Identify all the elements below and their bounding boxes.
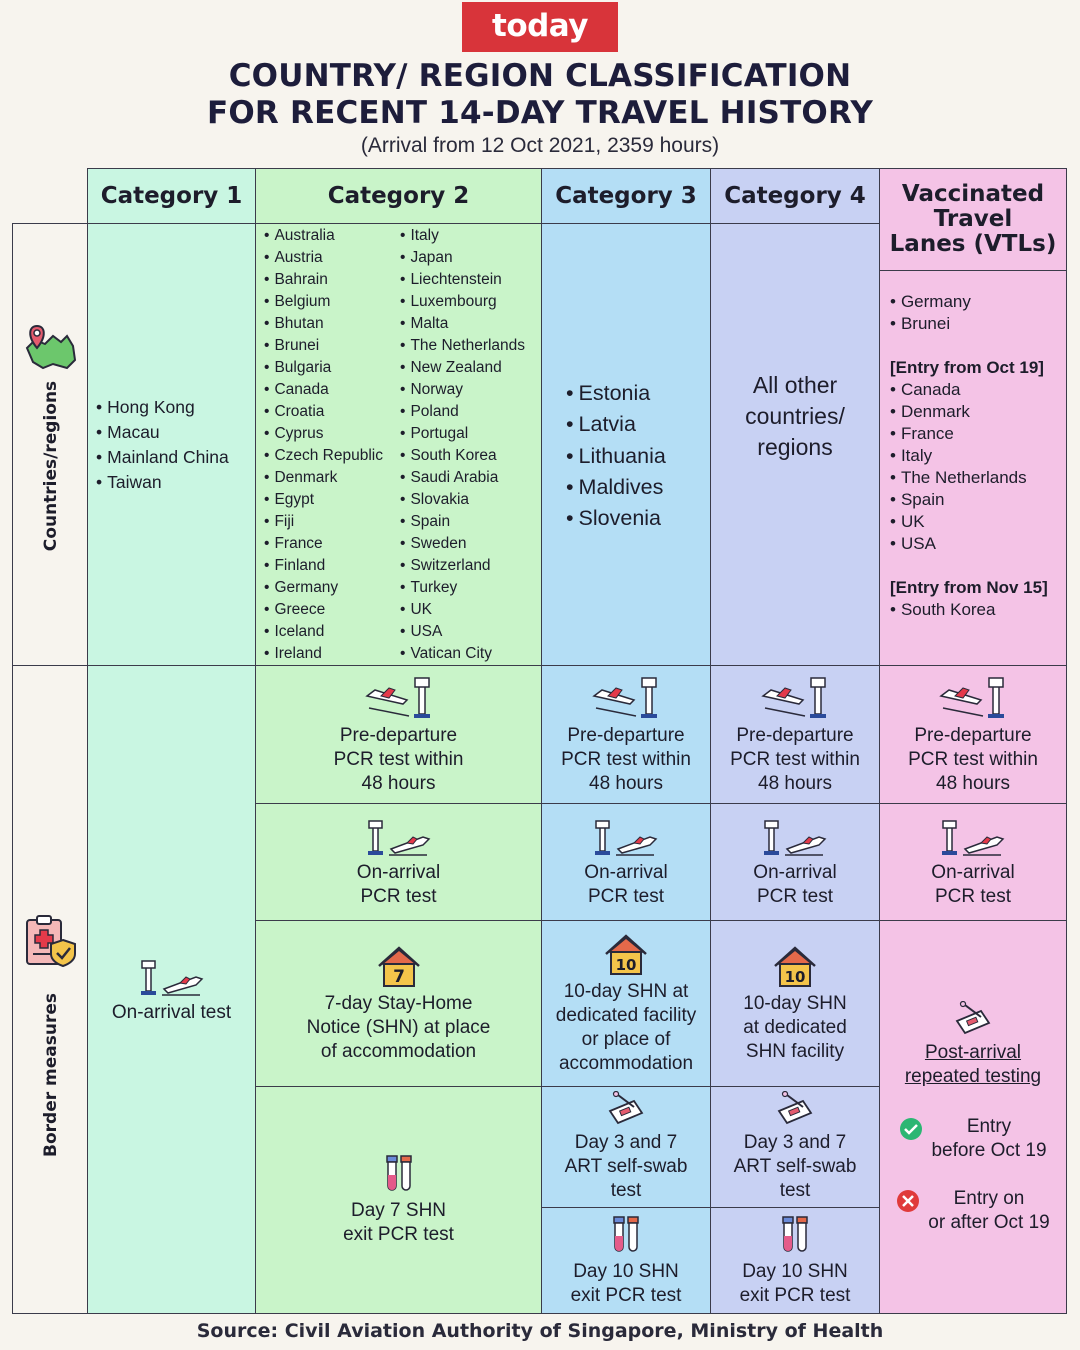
art-line: ART self-swab bbox=[564, 1156, 688, 1177]
list-item: • Taiwan bbox=[96, 470, 229, 495]
clipboard-shield-icon bbox=[23, 912, 79, 968]
list-item: • Latvia bbox=[566, 409, 666, 440]
header-category-1: Category 1 bbox=[87, 168, 256, 224]
list-item: • UK bbox=[400, 599, 525, 621]
cat3-art-test bbox=[541, 1086, 711, 1208]
predeparture-line: PCR test within bbox=[908, 748, 1038, 770]
title-line-2: FOR RECENT 14-DAY TRAVEL HISTORY bbox=[207, 95, 873, 131]
onarrival-line: On-arrival bbox=[931, 862, 1015, 883]
list-item: • The Netherlands bbox=[890, 467, 1048, 489]
arrival-icon bbox=[367, 815, 431, 857]
vtl-oct19-heading: [Entry from Oct 19] bbox=[890, 358, 1044, 377]
art-line: ART self-swab bbox=[733, 1156, 857, 1177]
list-item: • Vatican City bbox=[400, 643, 525, 665]
list-item: • Italy bbox=[400, 225, 525, 247]
header-category-3: Category 3 bbox=[541, 168, 711, 224]
cat1-countries bbox=[87, 223, 256, 666]
shn-line: Notice (SHN) at place bbox=[306, 1016, 491, 1038]
cat1-country-list bbox=[96, 395, 229, 495]
test-tube-icon bbox=[780, 1214, 810, 1256]
arrival-icon bbox=[941, 815, 1005, 857]
art-line: Day 3 and 7 bbox=[743, 1132, 847, 1153]
list-item: • USA bbox=[890, 533, 1048, 555]
label-countries-regions: Countries/regions bbox=[41, 380, 61, 552]
predeparture-line: PCR test within bbox=[333, 748, 464, 770]
list-item: • Portugal bbox=[400, 423, 525, 445]
onarrival-line: PCR test bbox=[756, 886, 834, 907]
exit-line: exit PCR test bbox=[570, 1284, 682, 1306]
map-pin-icon bbox=[23, 322, 79, 372]
predeparture-line: Pre-departure bbox=[736, 724, 854, 746]
art-line: test bbox=[779, 1180, 811, 1201]
shn-line: 10-day SHN bbox=[743, 992, 847, 1014]
exit-line: Day 10 SHN bbox=[573, 1260, 679, 1282]
list-item: • Egypt bbox=[264, 489, 383, 511]
art-kit-icon bbox=[953, 1001, 993, 1037]
cat2-country-list-left bbox=[264, 225, 383, 665]
header-category-2: Category 2 bbox=[255, 168, 542, 224]
list-item: • Finland bbox=[264, 555, 383, 577]
entry-before-line: before Oct 19 bbox=[931, 1140, 1047, 1161]
arrival-icon bbox=[594, 815, 658, 857]
list-item: • New Zealand bbox=[400, 357, 525, 379]
test-tube-icon bbox=[611, 1214, 641, 1256]
list-item: • Germany bbox=[264, 577, 383, 599]
list-item: • Japan bbox=[400, 247, 525, 269]
entry-after-status bbox=[880, 1187, 1066, 1235]
check-icon bbox=[899, 1117, 923, 1141]
departure-icon bbox=[761, 674, 829, 720]
cat3-predeparture bbox=[541, 665, 711, 804]
list-item: • France bbox=[264, 533, 383, 555]
list-item: • Italy bbox=[890, 445, 1048, 467]
list-item: • Denmark bbox=[264, 467, 383, 489]
label-border-measures: Border measures bbox=[41, 993, 61, 1157]
row-label-border bbox=[12, 665, 88, 1314]
predeparture-line: 48 hours bbox=[758, 772, 832, 794]
test-tube-icon bbox=[384, 1153, 414, 1195]
vtl-predeparture bbox=[879, 665, 1067, 804]
exit-line: exit PCR test bbox=[739, 1284, 851, 1306]
list-item: • South Korea bbox=[400, 445, 525, 467]
list-item: • Turkey bbox=[400, 577, 525, 599]
onarrival-line: PCR test bbox=[934, 886, 1012, 907]
exit-line: Day 10 SHN bbox=[742, 1260, 848, 1282]
exit-line: exit PCR test bbox=[343, 1224, 454, 1245]
cat2-predeparture bbox=[255, 665, 542, 804]
cat3-exit-test bbox=[541, 1207, 711, 1314]
onarrival-line: PCR test bbox=[360, 886, 437, 907]
list-item: • Maldives bbox=[566, 472, 666, 503]
list-item: • Lithuania bbox=[566, 441, 666, 472]
list-item: • Canada bbox=[890, 379, 1048, 401]
cat1-measure bbox=[87, 665, 256, 1314]
shn-line: accommodation bbox=[558, 1052, 694, 1074]
house-icon bbox=[603, 932, 649, 976]
list-item: • Croatia bbox=[264, 401, 383, 423]
svg-text:7: 7 bbox=[392, 966, 405, 987]
arrival-icon bbox=[763, 815, 827, 857]
predeparture-line: 48 hours bbox=[361, 772, 436, 794]
onarrival-line: On-arrival bbox=[356, 862, 441, 883]
shn-line: 7-day Stay-Home bbox=[324, 992, 473, 1014]
list-item: • Cyprus bbox=[264, 423, 383, 445]
list-item: • Greece bbox=[264, 599, 383, 621]
list-item: • Australia bbox=[264, 225, 383, 247]
predeparture-line: Pre-departure bbox=[567, 724, 685, 746]
entry-after-line: Entry on bbox=[953, 1188, 1025, 1209]
predeparture-line: PCR test within bbox=[730, 748, 860, 770]
art-kit-icon bbox=[775, 1091, 815, 1127]
cat4-predeparture bbox=[710, 665, 880, 804]
today-logo: today bbox=[462, 2, 618, 52]
list-item: • Belgium bbox=[264, 291, 383, 313]
cat4-exit-test bbox=[710, 1207, 880, 1314]
list-item: • Denmark bbox=[890, 401, 1048, 423]
list-item: • Liechtenstein bbox=[400, 269, 525, 291]
list-item: • USA bbox=[400, 621, 525, 643]
house-icon bbox=[376, 944, 422, 988]
cat4-text-line: countries/ bbox=[745, 403, 845, 429]
list-item: • South Korea bbox=[890, 599, 1048, 621]
cross-icon bbox=[896, 1189, 920, 1213]
list-item: • Slovakia bbox=[400, 489, 525, 511]
list-item: • Bahrain bbox=[264, 269, 383, 291]
list-item: • Spain bbox=[890, 489, 1048, 511]
cat2-country-list-right bbox=[400, 225, 525, 665]
entry-after-line: or after Oct 19 bbox=[928, 1212, 1050, 1233]
art-line: Day 3 and 7 bbox=[574, 1132, 678, 1153]
list-item: • France bbox=[890, 423, 1048, 445]
row-label-countries bbox=[12, 223, 88, 666]
vtl-post-arrival bbox=[879, 920, 1067, 1314]
shn-line: of accommodation bbox=[320, 1040, 477, 1062]
list-item: • Sweden bbox=[400, 533, 525, 555]
entry-before-status bbox=[880, 1115, 1066, 1163]
post-arrival-line: repeated testing bbox=[904, 1066, 1042, 1087]
list-item: • Norway bbox=[400, 379, 525, 401]
list-item: • UK bbox=[890, 511, 1048, 533]
cat3-onarrival bbox=[541, 803, 711, 921]
shn-line: at dedicated bbox=[743, 1016, 847, 1038]
vtl-country-list bbox=[890, 291, 1048, 621]
shn-line: SHN facility bbox=[745, 1040, 845, 1062]
shn-line: dedicated facility bbox=[555, 1004, 697, 1026]
list-item: • Mainland China bbox=[96, 445, 229, 470]
list-item: • The Netherlands bbox=[400, 335, 525, 357]
cat2-exit-test bbox=[255, 1086, 542, 1314]
cat4-countries bbox=[710, 223, 880, 666]
cat2-countries bbox=[255, 223, 542, 666]
list-item: • Spain bbox=[400, 511, 525, 533]
list-item: • Brunei bbox=[890, 313, 1048, 335]
cat3-shn bbox=[541, 920, 711, 1087]
list-item: • Brunei bbox=[264, 335, 383, 357]
onarrival-line: PCR test bbox=[587, 886, 665, 907]
predeparture-line: 48 hours bbox=[589, 772, 663, 794]
cat4-text-line: All other bbox=[752, 372, 838, 398]
cat1-measure-text: On-arrival test bbox=[111, 1001, 232, 1023]
list-item: • Ireland bbox=[264, 643, 383, 665]
art-kit-icon bbox=[606, 1091, 646, 1127]
vtl-onarrival bbox=[879, 803, 1067, 921]
header-vtl: Vaccinated Travel Lanes (VTLs) bbox=[879, 168, 1067, 271]
list-item: • Germany bbox=[890, 291, 1048, 313]
departure-icon bbox=[592, 674, 660, 720]
cat4-art-test bbox=[710, 1086, 880, 1208]
list-item: • Estonia bbox=[566, 378, 666, 409]
onarrival-line: On-arrival bbox=[584, 862, 668, 883]
arrival-icon bbox=[140, 955, 204, 997]
house-icon bbox=[772, 944, 818, 988]
list-item: • Fiji bbox=[264, 511, 383, 533]
list-item: • Switzerland bbox=[400, 555, 525, 577]
svg-text:10: 10 bbox=[784, 967, 806, 986]
subtitle: (Arrival from 12 Oct 2021, 2359 hours) bbox=[360, 134, 720, 157]
predeparture-line: PCR test within bbox=[561, 748, 691, 770]
vtl-nov15-heading: [Entry from Nov 15] bbox=[890, 578, 1048, 597]
cat4-onarrival bbox=[710, 803, 880, 921]
svg-text:10: 10 bbox=[615, 955, 637, 974]
departure-icon bbox=[365, 674, 433, 720]
shn-line: or place of bbox=[581, 1028, 671, 1050]
header-category-4: Category 4 bbox=[710, 168, 880, 224]
list-item: • Czech Republic bbox=[264, 445, 383, 467]
title-line-1: COUNTRY/ REGION CLASSIFICATION bbox=[228, 58, 852, 94]
shn-line: 10-day SHN at bbox=[563, 980, 689, 1002]
predeparture-line: 48 hours bbox=[936, 772, 1010, 794]
cat3-country-list bbox=[566, 378, 666, 534]
source-note: Source: Civil Aviation Authority of Singapore, Ministry of Health bbox=[196, 1320, 884, 1342]
list-item: • Iceland bbox=[264, 621, 383, 643]
cat4-text-line: regions bbox=[757, 434, 833, 460]
list-item: • Macau bbox=[96, 420, 229, 445]
list-item: • Luxembourg bbox=[400, 291, 525, 313]
predeparture-line: Pre-departure bbox=[914, 724, 1032, 746]
departure-icon bbox=[939, 674, 1007, 720]
list-item: • Slovenia bbox=[566, 503, 666, 534]
list-item: • Hong Kong bbox=[96, 395, 229, 420]
entry-before-line: Entry bbox=[966, 1116, 1012, 1137]
predeparture-line: Pre-departure bbox=[339, 724, 458, 746]
cat2-onarrival bbox=[255, 803, 542, 921]
list-item: • Austria bbox=[264, 247, 383, 269]
onarrival-line: On-arrival bbox=[753, 862, 837, 883]
art-line: test bbox=[610, 1180, 642, 1201]
cat4-shn bbox=[710, 920, 880, 1087]
vtl-countries bbox=[879, 270, 1067, 666]
list-item: • Bulgaria bbox=[264, 357, 383, 379]
list-item: • Saudi Arabia bbox=[400, 467, 525, 489]
cat3-countries bbox=[541, 223, 711, 666]
list-item: • Malta bbox=[400, 313, 525, 335]
post-arrival-line: Post-arrival bbox=[924, 1042, 1022, 1063]
list-item: • Bhutan bbox=[264, 313, 383, 335]
cat2-shn bbox=[255, 920, 542, 1087]
list-item: • Canada bbox=[264, 379, 383, 401]
exit-line: Day 7 SHN bbox=[350, 1200, 447, 1221]
list-item: • Poland bbox=[400, 401, 525, 423]
